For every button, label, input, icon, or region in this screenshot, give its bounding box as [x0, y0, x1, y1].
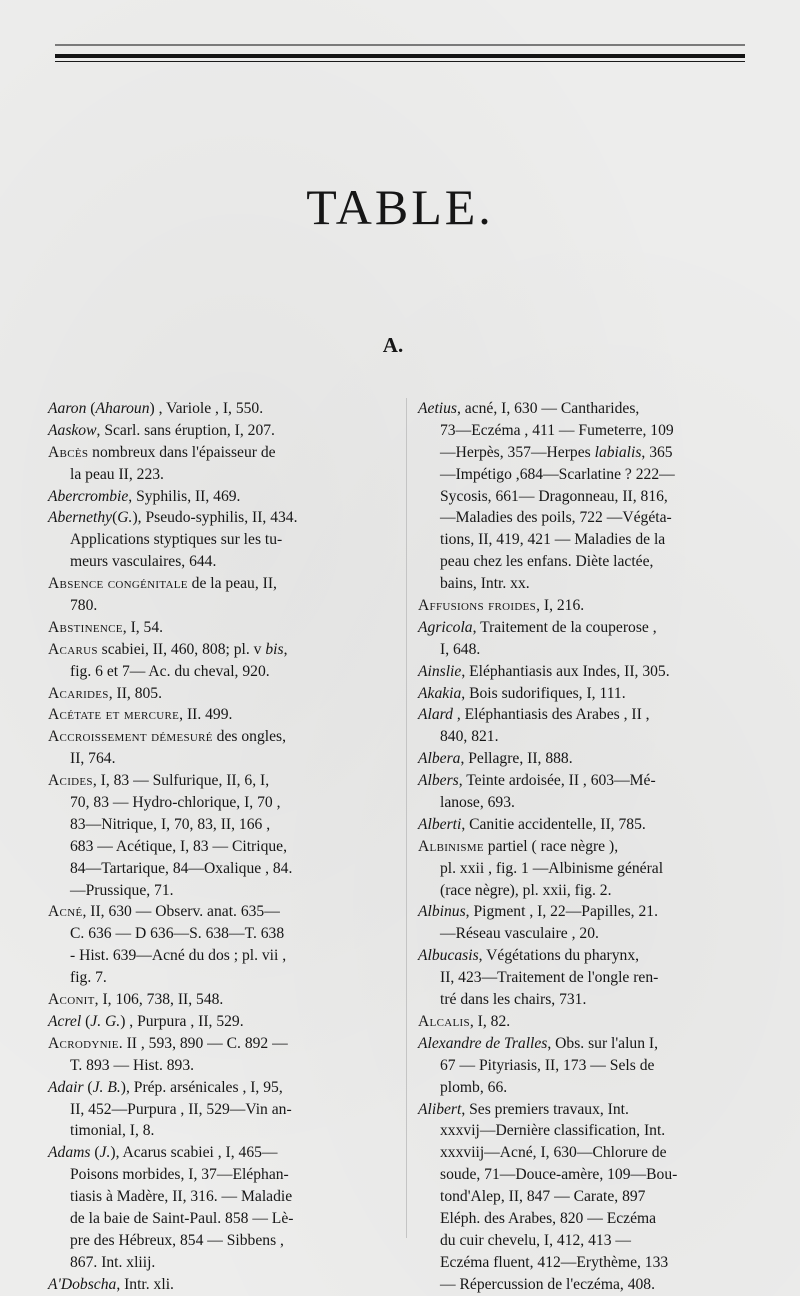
- index-line: Albers, Teinte ardoisée, II , 603—Mé-: [418, 772, 656, 790]
- index-line: Adams (J.), Acarus scabiei , I, 465—: [48, 1144, 278, 1162]
- index-line: Sycosis, 661— Dragonneau, II, 816,: [440, 487, 668, 505]
- index-line: I, 648.: [440, 640, 481, 658]
- index-line: Aconit, I, 106, 738, II, 548.: [48, 991, 224, 1009]
- index-line: Alexandre de Tralles, Obs. sur l'alun I,: [418, 1034, 659, 1052]
- index-line: pl. xxii , fig. 1 —Albinisme général: [440, 859, 664, 877]
- left-column: [48, 398, 393, 1296]
- top-rule: [55, 44, 745, 46]
- index-line: Abercrombie, Syphilis, II, 469.: [48, 487, 241, 505]
- index-line: —Maladies des poils, 722 —Végéta-: [440, 509, 672, 527]
- index-line: Aaron (Aharoun) , Variole , I, 550.: [48, 400, 264, 417]
- index-line: 83—Nitrique, I, 70, 83, II, 166 ,: [70, 815, 271, 833]
- index-line: 867. Int. xliij.: [70, 1253, 156, 1271]
- index-line: Albera, Pellagre, II, 888.: [418, 750, 573, 768]
- index-line: Applications styptiques sur les tu-: [70, 531, 283, 549]
- index-line: Affusions froides, I, 216.: [418, 597, 585, 615]
- index-line: xxxviij—Acné, I, 630—Chlorure de: [440, 1144, 667, 1162]
- index-line: 840, 821.: [440, 728, 499, 746]
- index-line: tions, II, 419, 421 — Maladies de la: [440, 531, 666, 549]
- index-line: fig. 7.: [70, 969, 107, 987]
- index-line: du cuir chevelu, I, 412, 413 —: [440, 1231, 631, 1249]
- index-line: —Impétigo ,684—Scarlatine ? 222—: [440, 465, 675, 483]
- index-line: Acné, II, 630 — Observ. anat. 635—: [48, 903, 280, 921]
- index-line: la peau II, 223.: [70, 465, 164, 483]
- index-line: 84—Tartarique, 84—Oxalique , 84.: [70, 859, 293, 877]
- index-line: A'Dobscha, Intr. xli.: [48, 1275, 174, 1293]
- index-line: Abcès nombreux dans l'épaisseur de: [48, 443, 276, 461]
- index-line: —Herpès, 357—Herpes labialis, 365: [440, 443, 673, 461]
- index-line: tré dans les chairs, 731.: [440, 991, 587, 1009]
- index-line: soude, 71—Douce-amère, 109—Bou-: [440, 1166, 678, 1184]
- index-line: timonial, I, 8.: [70, 1122, 155, 1140]
- column-divider: [406, 398, 407, 1238]
- index-line: Accroissement démesuré des ongles,: [48, 728, 286, 746]
- index-line: (race nègre), pl. xxii, fig. 2.: [440, 881, 612, 899]
- index-line: Aaskow, Scarl. sans éruption, I, 207.: [48, 421, 275, 439]
- index-line: Aetius, acné, I, 630 — Cantharides,: [418, 400, 640, 417]
- index-line: Akakia, Bois sudorifiques, I, 111.: [418, 684, 626, 702]
- index-line: Agricola, Traitement de la couperose ,: [418, 618, 657, 636]
- index-line: Acarides, II, 805.: [48, 684, 163, 702]
- header-rule-thick: [55, 54, 745, 58]
- index-line: II, 423—Traitement de l'ongle ren-: [440, 969, 659, 987]
- index-line: Eczéma fluent, 412—Erythème, 133: [440, 1253, 669, 1271]
- index-line: meurs vasculaires, 644.: [70, 553, 217, 571]
- index-line: de la baie de Saint-Paul. 858 — Lè-: [70, 1209, 294, 1227]
- index-line: 73—Eczéma , 411 — Fumeterre, 109: [440, 421, 674, 439]
- index-line: Alard , Eléphantiasis des Arabes , II ,: [418, 706, 650, 724]
- index-line: Acides, I, 83 — Sulfurique, II, 6, I,: [48, 772, 270, 790]
- index-line: tiasis à Madère, II, 316. — Maladie: [70, 1188, 293, 1206]
- index-line: Alcalis, I, 82.: [418, 1012, 511, 1030]
- index-line: tond'Alep, II, 847 — Carate, 897: [440, 1188, 646, 1206]
- index-line: T. 893 — Hist. 893.: [70, 1056, 195, 1074]
- index-line: bains, Intr. xx.: [440, 575, 530, 593]
- index-line: II, 452—Purpura , II, 529—Vin an-: [70, 1100, 292, 1118]
- index-line: — Répercussion de l'eczéma, 408.: [440, 1275, 655, 1293]
- index-line: C. 636 — D 636—S. 638—T. 638: [70, 925, 285, 943]
- index-line: Albinisme partiel ( race nègre ),: [418, 837, 619, 855]
- index-line: 70, 83 — Hydro-chlorique, I, 70 ,: [70, 794, 281, 812]
- index-line: Acétate et mercure, II. 499.: [48, 706, 233, 724]
- page-title: TABLE.: [306, 179, 494, 235]
- index-line: —Réseau vasculaire , 20.: [440, 925, 599, 943]
- index-line: Ainslie, Eléphantiasis aux Indes, II, 305.: [418, 662, 670, 680]
- index-line: Absence congénitale de la peau, II,: [48, 575, 277, 593]
- index-line: Albinus, Pigment , I, 22—Papilles, 21.: [418, 903, 658, 921]
- index-line: fig. 6 et 7— Ac. du cheval, 920.: [70, 662, 270, 680]
- index-line: II, 764.: [70, 750, 116, 768]
- index-line: —Prussique, 71.: [70, 881, 174, 899]
- index-line: - Hist. 639—Acné du dos ; pl. vii ,: [70, 947, 287, 965]
- index-line: Alibert, Ses premiers travaux, Int.: [418, 1100, 629, 1118]
- index-line: Abstinence, I, 54.: [48, 618, 164, 636]
- index-line: peau chez les enfans. Diète lactée,: [440, 553, 654, 571]
- index-line: Albucasis, Végétations du pharynx,: [418, 947, 640, 965]
- index-line: 780.: [70, 597, 98, 615]
- index-line: Acarus scabiei, II, 460, 808; pl. v bis,: [48, 640, 288, 658]
- index-line: Abernethy(G.), Pseudo-syphilis, II, 434.: [48, 509, 298, 527]
- index-line: Poisons morbides, I, 37—Eléphan-: [70, 1166, 289, 1184]
- index-line: 67 — Pityriasis, II, 173 — Sels de: [440, 1056, 655, 1074]
- index-line: 683 — Acétique, I, 83 — Citrique,: [70, 837, 287, 855]
- index-line: Alberti, Canitie accidentelle, II, 785.: [418, 815, 646, 833]
- index-line: xxxvij—Dernière classification, Int.: [440, 1122, 666, 1140]
- index-line: lanose, 693.: [440, 794, 515, 812]
- index-line: Acrel (J. G.) , Purpura , II, 529.: [48, 1012, 244, 1030]
- index-line: Acrodynie. II , 593, 890 — C. 892 —: [48, 1034, 288, 1052]
- header-rule-thin: [55, 61, 745, 62]
- right-column: [418, 398, 756, 1296]
- section-letter: A.: [382, 333, 404, 357]
- index-line: plomb, 66.: [440, 1078, 508, 1096]
- index-line: pre des Hébreux, 854 — Sibbens ,: [70, 1231, 284, 1249]
- index-line: Eléph. des Arabes, 820 — Eczéma: [440, 1209, 657, 1227]
- index-line: Adair (J. B.), Prép. arsénicales , I, 95,: [48, 1078, 283, 1096]
